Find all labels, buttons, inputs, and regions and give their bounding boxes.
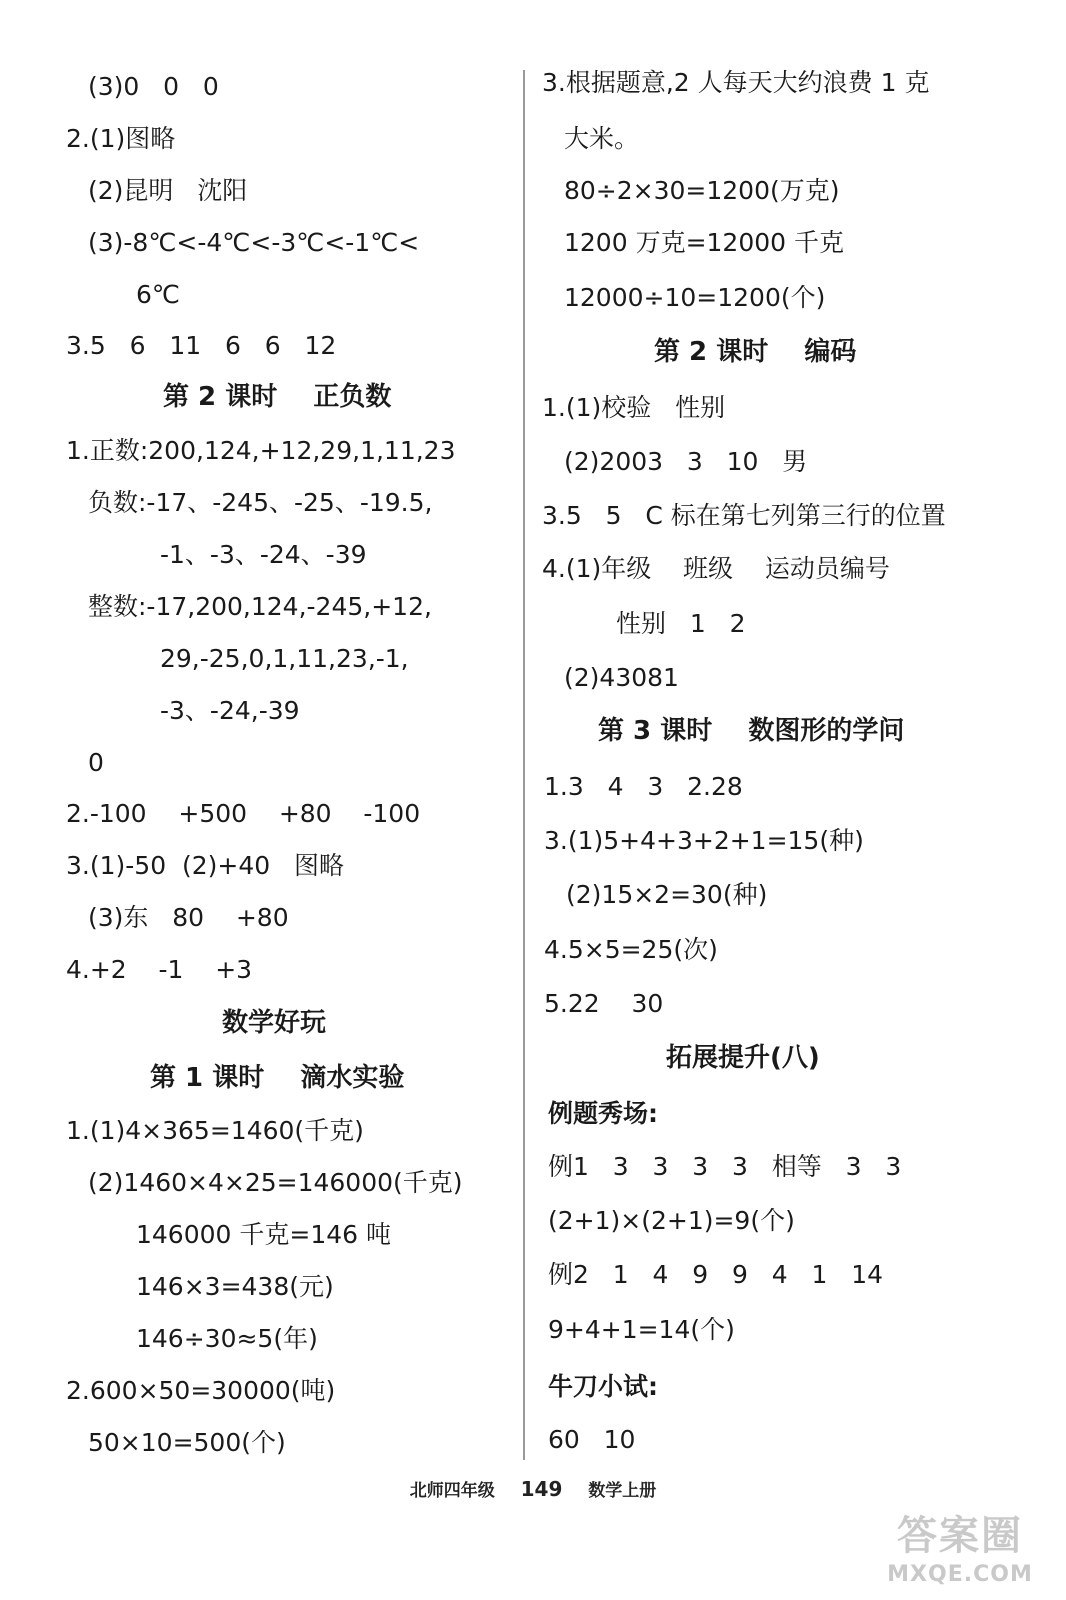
section-heading: 数学好玩	[222, 1008, 327, 1038]
answer-line: 例1 3 3 3 3 相等 3 3	[548, 1152, 902, 1181]
watermark-url: MXQE.COM	[887, 1562, 1033, 1587]
answer-line: 例2 1 4 9 9 4 1 14	[548, 1260, 884, 1289]
answer-line: (2)昆明 沈阳	[88, 176, 248, 205]
answer-line: (2)15×2=30(种)	[566, 880, 768, 909]
answer-line: (2)2003 3 10 男	[564, 447, 808, 476]
answer-line: (2+1)×(2+1)=9(个)	[548, 1206, 795, 1235]
answer-line: 2.(1)图略	[66, 124, 176, 153]
answer-line: 1.(1)4×365=1460(千克)	[66, 1116, 364, 1145]
answer-line: (2)43081	[564, 663, 679, 692]
column-divider	[523, 70, 525, 1460]
page-number: 149	[520, 1477, 563, 1501]
answer-line: 整数:-17,200,124,-245,+12,	[88, 592, 432, 621]
answer-line: 3.5 6 11 6 6 12	[66, 331, 337, 360]
answer-line: 5.22 30	[544, 989, 664, 1018]
answer-line: 146000 千克=146 吨	[136, 1220, 391, 1249]
answer-line: 3.根据题意,2 人每天大约浪费 1 克	[542, 68, 930, 97]
answer-line: 4.+2 -1 +3	[66, 955, 253, 984]
answer-line: (2)1460×4×25=146000(千克)	[88, 1168, 463, 1197]
answer-line: 3.5 5 C 标在第七列第三行的位置	[542, 501, 946, 530]
answer-line: -3、-24,-39	[160, 696, 300, 725]
answer-line: 80÷2×30=1200(万克)	[564, 176, 840, 205]
answer-line: 1.正数:200,124,+12,29,1,11,23	[66, 436, 456, 465]
answer-line: 12000÷10=1200(个)	[564, 283, 826, 312]
answer-line: 146×3=438(元)	[136, 1272, 334, 1301]
answer-line: 负数:-17、-245、-25、-19.5,	[88, 488, 433, 517]
answer-line: 4.(1)年级 班级 运动员编号	[542, 554, 890, 583]
watermark	[860, 1510, 1060, 1596]
footer-book: 数学上册	[588, 1481, 657, 1501]
answer-line: 1.3 4 3 2.28	[544, 772, 743, 801]
section-heading: 拓展提升(八)	[666, 1043, 820, 1073]
answer-line: 1.(1)校验 性别	[542, 393, 726, 422]
answer-line: 1200 万克=12000 千克	[564, 228, 844, 257]
section-heading: 第 1 课时 滴水实验	[150, 1063, 405, 1093]
answer-line: 29,-25,0,1,11,23,-1,	[160, 644, 409, 673]
subsection-heading: 牛刀小试:	[548, 1372, 658, 1401]
answer-line: 9+4+1=14(个)	[548, 1315, 735, 1344]
answer-line: 3.(1)5+4+3+2+1=15(种)	[544, 826, 864, 855]
answer-line: 0	[88, 748, 104, 777]
answer-line: 2.-100 +500 +80 -100	[66, 799, 421, 828]
footer-grade: 北师四年级	[409, 1481, 495, 1501]
answer-line: 2.600×50=30000(吨)	[66, 1376, 336, 1405]
section-heading: 第 2 课时 正负数	[163, 382, 392, 412]
answer-line: 50×10=500(个)	[88, 1428, 286, 1457]
section-heading: 第 2 课时 编码	[654, 337, 857, 367]
page-footer	[0, 1476, 1066, 1501]
answer-line: 6℃	[136, 280, 180, 309]
answer-line: 3.(1)-50 (2)+40 图略	[66, 851, 345, 880]
answer-line: -1、-3、-24、-39	[160, 540, 367, 569]
answer-line: 60 10	[548, 1425, 636, 1454]
answer-line: (3)-8℃<-4℃<-3℃<-1℃<	[88, 228, 420, 257]
answer-line: 146÷30≈5(年)	[136, 1324, 318, 1353]
answer-line: (3)东 80 +80	[88, 903, 289, 932]
watermark-logo: 答案圈	[897, 1513, 1023, 1559]
section-heading: 第 3 课时 数图形的学问	[598, 716, 905, 746]
answer-line: 大米。	[564, 124, 640, 153]
answer-line: 4.5×5=25(次)	[544, 935, 718, 964]
answer-line: (3)0 0 0	[88, 72, 219, 101]
answer-line: 性别 1 2	[616, 609, 746, 638]
subsection-heading: 例题秀场:	[548, 1099, 658, 1128]
